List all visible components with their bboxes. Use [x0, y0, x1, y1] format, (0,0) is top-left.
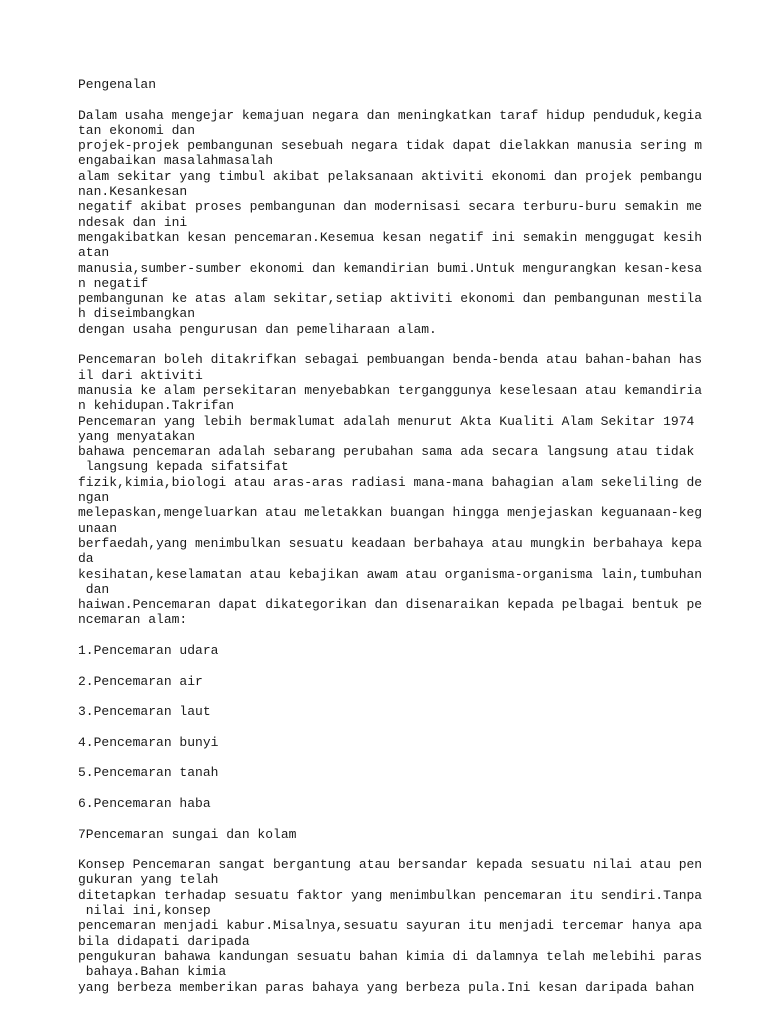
- paragraph-line: unaan: [78, 520, 118, 536]
- paragraph-line: pembangunan ke atas alam sekitar,setiap aktiviti ekonomi dan pembangunan mestila: [78, 291, 703, 307]
- list-item: 6.Pencemaran haba: [78, 795, 211, 811]
- paragraph-gap: [78, 628, 698, 643]
- document-page: [78, 77, 703, 995]
- paragraph-gap: [78, 337, 698, 352]
- paragraph-line: pengukuran bahawa kandungan sesuatu bahan kimia di dalamnya telah melebihi paras: [78, 948, 703, 964]
- paragraph-line: da: [78, 551, 94, 567]
- paragraph-line: melepaskan,mengeluarkan atau meletakkan buangan hingga menjejaskan keguanaan-keg: [78, 505, 703, 521]
- paragraph-line: manusia ke alam persekitaran menyebabkan terganggunya keselesaan atau kemandiria: [78, 382, 703, 398]
- paragraph-line: tan ekonomi dan: [78, 122, 196, 138]
- paragraph-line: mengakibatkan kesan pencemaran.Kesemua kesan negatif ini semakin menggugat kesih: [78, 229, 703, 245]
- list-item: 7Pencemaran sungai dan kolam: [78, 826, 297, 842]
- paragraph-line: bila didapati daripada: [78, 933, 250, 949]
- paragraph-line: langsung kepada sifatsifat: [78, 459, 289, 475]
- list-item: 3.Pencemaran laut: [78, 704, 211, 720]
- paragraph-line: negatif akibat proses pembangunan dan modernisasi secara terburu-buru semakin me: [78, 199, 703, 215]
- paragraph-1: [78, 107, 703, 337]
- list-gap: [78, 811, 698, 826]
- paragraph-line: ngan: [78, 490, 110, 506]
- paragraph-line: ditetapkan terhadap sesuatu faktor yang menimbulkan pencemaran itu sendiri.Tanpa: [78, 887, 703, 903]
- paragraph-3: [78, 857, 703, 995]
- list-item: 5.Pencemaran tanah: [78, 765, 219, 781]
- paragraph-line: h diseimbangkan: [78, 306, 196, 322]
- paragraph-line: berfaedah,yang menimbulkan sesuatu keadaan berbahaya atau mungkin berbahaya kepa: [78, 535, 703, 551]
- paragraph-gap: [78, 92, 698, 107]
- paragraph-line: n negatif: [78, 275, 149, 291]
- list-gap: [78, 658, 698, 673]
- paragraph-line: il dari aktiviti: [78, 367, 203, 383]
- list-item: 2.Pencemaran air: [78, 673, 203, 689]
- paragraph-line: nan.Kesankesan: [78, 184, 188, 200]
- paragraph-line: Pencemaran yang lebih bermaklumat adalah menurut Akta Kualiti Alam Sekitar 1974: [78, 413, 695, 429]
- paragraph-line: manusia,sumber-sumber ekonomi dan kemandirian bumi.Untuk mengurangkan kesan-kesa: [78, 260, 703, 276]
- paragraph-line: pencemaran menjadi kabur.Misalnya,sesuatu sayuran itu menjadi tercemar hanya apa: [78, 918, 703, 934]
- list-gap: [78, 689, 698, 704]
- heading-pengenalan: Pengenalan: [78, 77, 157, 92]
- paragraph-line: engabaikan masalahmasalah: [78, 153, 274, 169]
- list-item: 4.Pencemaran bunyi: [78, 734, 219, 750]
- paragraph-line: bahawa pencemaran adalah sebarang perubahan sama ada secara langsung atau tidak: [78, 444, 695, 460]
- paragraph-line: fizik,kimia,biologi atau aras-aras radiasi mana-mana bahagian alam sekeliling de: [78, 474, 703, 490]
- paragraph-line: bahaya.Bahan kimia: [78, 964, 227, 980]
- paragraph-line: alam sekitar yang timbul akibat pelaksanaan aktiviti ekonomi dan projek pembangu: [78, 168, 703, 184]
- paragraph-line: yang berbeza memberikan paras bahaya yang berbeza pula.Ini kesan daripada bahan: [78, 979, 695, 995]
- paragraph-line: kesihatan,keselamatan atau kebajikan awam atau organisma-organisma lain,tumbuhan: [78, 566, 703, 582]
- paragraph-line: dan: [78, 581, 110, 597]
- list-item: 1.Pencemaran udara: [78, 642, 219, 658]
- paragraph-line: nilai ini,konsep: [78, 903, 211, 919]
- paragraph-2: [78, 352, 703, 628]
- paragraph-line: ncemaran alam:: [78, 612, 188, 628]
- paragraph-line: n kehidupan.Takrifan: [78, 398, 235, 414]
- paragraph-line: dengan usaha pengurusan dan pemeliharaan alam.: [78, 321, 437, 337]
- paragraph-line: projek-projek pembangunan sesebuah negara tidak dapat dielakkan manusia sering m: [78, 138, 703, 154]
- paragraph-line: Konsep Pencemaran sangat bergantung atau bersandar kepada sesuatu nilai atau pen: [78, 857, 703, 873]
- paragraph-line: Pencemaran boleh ditakrifkan sebagai pembuangan benda-benda atau bahan-bahan has: [78, 352, 703, 368]
- paragraph-line: atan: [78, 245, 110, 261]
- paragraph-line: ndesak dan ini: [78, 214, 188, 230]
- paragraph-line: yang menyatakan: [78, 428, 196, 444]
- paragraph-gap: [78, 842, 698, 857]
- paragraph-line: haiwan.Pencemaran dapat dikategorikan dan disenaraikan kepada pelbagai bentuk pe: [78, 597, 703, 613]
- list-gap: [78, 750, 698, 765]
- list-gap: [78, 719, 698, 734]
- paragraph-line: Dalam usaha mengejar kemajuan negara dan meningkatkan taraf hidup penduduk,kegia: [78, 107, 703, 123]
- list-gap: [78, 781, 698, 796]
- paragraph-line: gukuran yang telah: [78, 872, 219, 888]
- pollution-types-list: [78, 643, 698, 842]
